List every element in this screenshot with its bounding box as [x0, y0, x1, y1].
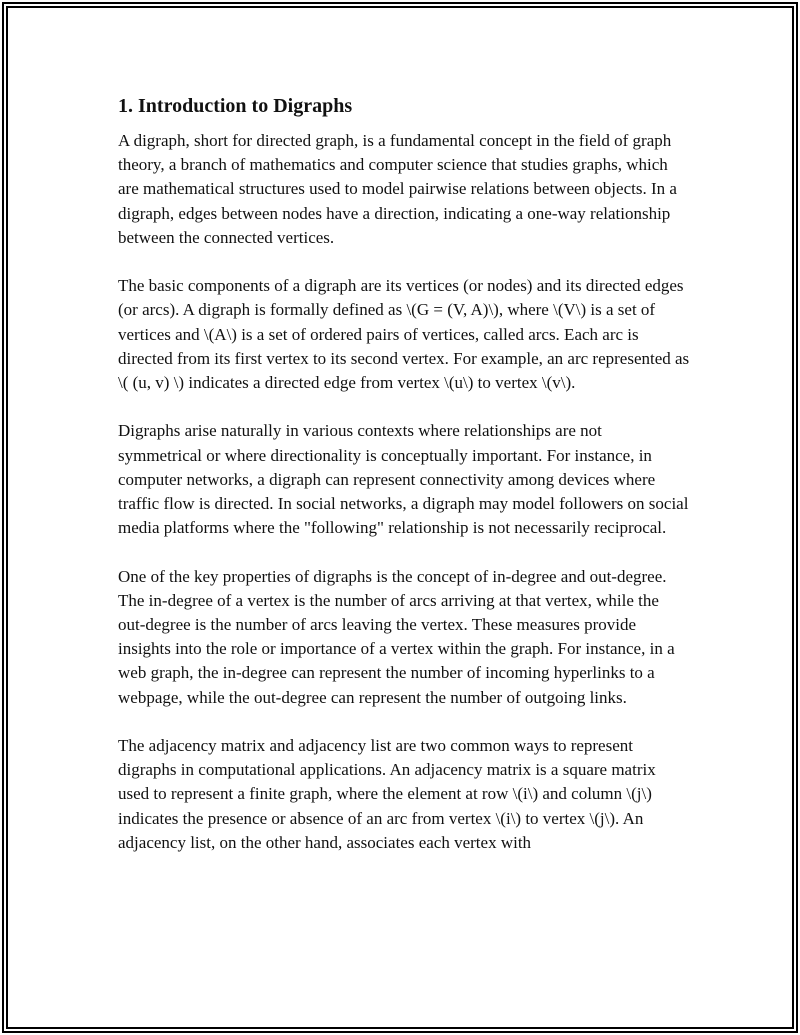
section-heading: 1. Introduction to Digraphs	[118, 95, 353, 117]
paragraph-contexts: Digraphs arise naturally in various contexts where relationships are not symmetrical or where directionality is conceptually important. For instance, in computer networks, a digraph can represent connectivity among devices where traffic flow is directed. In social networks, a digraph may model followers on social media platforms where the "following" relationship is not necessarily reciprocal.	[118, 421, 689, 538]
paragraph-components: The basic components of a digraph are its vertices (or nodes) and its directed edges (or arcs). A digraph is formally defined as \(G = (V, A)\), where \(V\) is a set of vertices and \(A\) is a set of ordered pairs of vertices, called arcs. Each arc is directed from its first vertex to its second vertex. For example, an arc represented as \( (u, v) \) indicates a directed edge from vertex \(u\) to vertex \(v\).	[118, 276, 690, 393]
paragraph-degree: One of the key properties of digraphs is the concept of in-degree and out-degree. The in-degree of a vertex is the number of arcs arriving at that vertex, while the out-degree is the number of arcs leaving the vertex. These measures provide insights into the role or importance of a vertex within the graph. For instance, in a web graph, the in-degree can represent the number of incoming hyperlinks to a webpage, while the out-degree can represent the number of outgoing links.	[118, 566, 675, 707]
paragraph-representation: The adjacency matrix and adjacency list are two common ways to represent digraphs in computational applications. An adjacency matrix is a square matrix used to represent a finite graph, where the element at row \(i\) and column \(j\) indicates the presence or absence of an arc from vertex \(i\) to vertex \(j\). An adjacency list, on the other hand, associates each vertex with	[118, 736, 656, 852]
paragraph-intro: A digraph, short for directed graph, is a fundamental concept in the field of graph theory, a branch of mathematics and computer science that studies graphs, which are mathematical structures used to model pairwise relations between objects. In a digraph, edges between nodes have a direction, indicating a one-way relationship between the connected vertices.	[118, 131, 677, 247]
document-body	[118, 92, 690, 879]
